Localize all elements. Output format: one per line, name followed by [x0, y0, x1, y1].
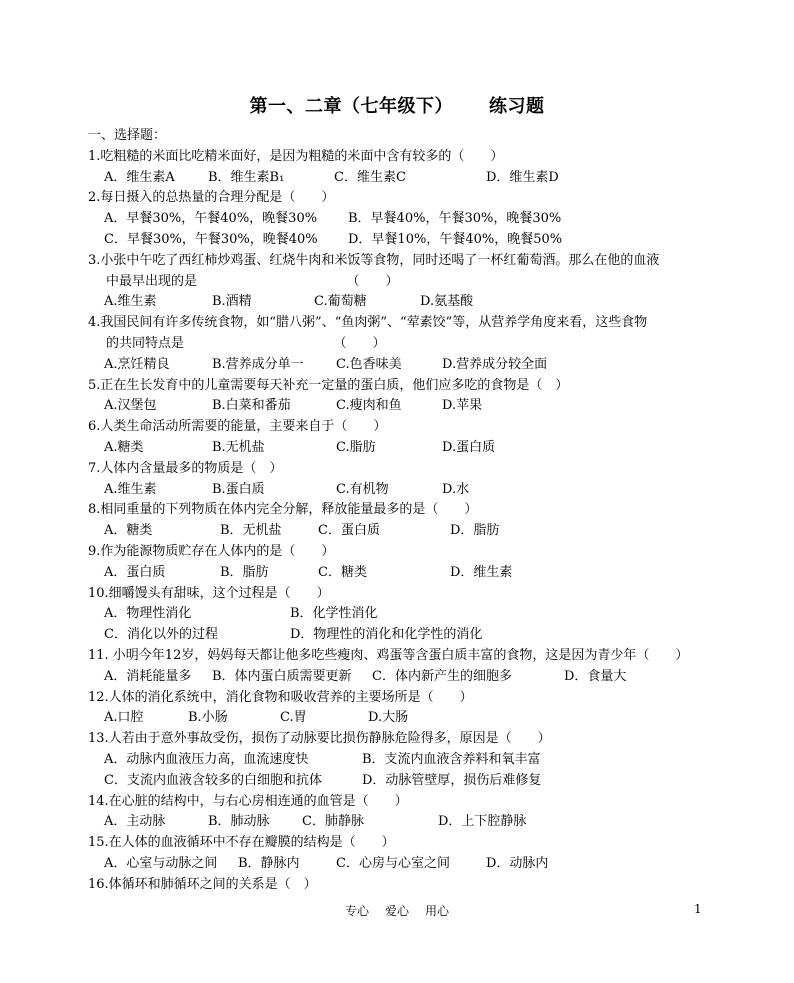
- answer-option[interactable]: C．体内新产生的细胞多: [372, 668, 512, 684]
- options-row: [88, 292, 728, 313]
- page-title: [0, 92, 794, 118]
- answer-option[interactable]: D.水: [442, 481, 470, 497]
- question-stem: 9.作为能源物质贮存在人体内的是（ ）: [88, 543, 335, 559]
- question-stem: 7.人体内含量最多的物质是（ ）: [88, 460, 283, 476]
- answer-option[interactable]: B.蛋白质: [212, 481, 265, 497]
- answer-option[interactable]: D．上下腔静脉: [438, 814, 527, 830]
- answer-option[interactable]: D.氨基酸: [420, 294, 474, 310]
- options-row: [88, 480, 728, 501]
- answer-option[interactable]: C.胃: [280, 710, 307, 726]
- question-list: [88, 126, 728, 895]
- options-row: [88, 708, 728, 729]
- answer-option[interactable]: A.口腔: [104, 710, 144, 726]
- options-row: [88, 355, 728, 376]
- options-row: [88, 521, 728, 542]
- options-row: [88, 625, 728, 646]
- answer-option[interactable]: A．主动脉: [104, 814, 166, 830]
- motto-word: 用心: [425, 904, 450, 918]
- question-stem: 14.在心脏的结构中，与右心房相连通的血管是（ ）: [88, 793, 408, 809]
- answer-option[interactable]: A．糖类: [104, 523, 153, 539]
- answer-option[interactable]: A．维生素A: [104, 169, 175, 185]
- answer-option[interactable]: B．静脉内: [238, 855, 300, 871]
- question-stem: 11. 小明今年12岁，妈妈每天都让他多吃些瘦肉、鸡蛋等含蛋白质丰富的食物，这是因为青少年（ ）: [88, 647, 689, 663]
- answer-option[interactable]: C.瘦肉和鱼: [336, 398, 402, 414]
- options-row: [88, 438, 728, 459]
- answer-option[interactable]: B．维生素B₁: [208, 169, 285, 185]
- options-row: [88, 563, 728, 584]
- answer-option[interactable]: B．支流内血液含养料和氧丰富: [362, 751, 541, 767]
- question-stem: 6.人类生命活动所需要的能量，主要来自于（ ）: [88, 419, 387, 435]
- options-row: [88, 771, 728, 792]
- answer-option[interactable]: D.营养成分较全面: [442, 356, 548, 372]
- answer-option[interactable]: C．蛋白质: [318, 523, 380, 539]
- answer-option[interactable]: B.白菜和番茄: [212, 398, 291, 414]
- answer-option[interactable]: C.色香味美: [336, 356, 402, 372]
- motto-word: 专心: [344, 904, 369, 918]
- section-heading: 一、选择题：: [88, 128, 167, 143]
- options-row: [88, 667, 728, 688]
- answer-option[interactable]: D．食量大: [564, 668, 627, 684]
- answer-option[interactable]: C.脂肪: [336, 439, 376, 455]
- question-stem: 13.人若由于意外事故受伤，损伤了动脉要比损伤静脉危险得多，原因是（ ）: [88, 731, 551, 747]
- answer-option[interactable]: A.烹饪精良: [104, 356, 170, 372]
- answer-option[interactable]: B．化学性消化: [290, 606, 378, 622]
- answer-option[interactable]: D．早餐10%，午餐40%，晚餐50%: [348, 231, 563, 247]
- question-stem: 10.细嚼馒头有甜味，这个过程是（ ）: [88, 585, 330, 601]
- answer-option[interactable]: A.维生素: [104, 481, 157, 497]
- answer-option[interactable]: A.维生素: [104, 294, 157, 310]
- answer-option[interactable]: A．心室与动脉之间: [104, 855, 218, 871]
- page-number: 1: [694, 902, 702, 916]
- options-row: [88, 168, 728, 189]
- answer-option[interactable]: A.汉堡包: [104, 398, 157, 414]
- question-stem: 2.每日摄入的总热量的合理分配是（ ）: [88, 190, 335, 206]
- answer-option[interactable]: B.无机盐: [212, 439, 265, 455]
- answer-option[interactable]: B.小肠: [188, 710, 228, 726]
- answer-option[interactable]: B.酒精: [212, 294, 252, 310]
- answer-option[interactable]: B．无机盐: [220, 523, 282, 539]
- answer-option[interactable]: B．早餐40%，午餐30%，晚餐30%: [348, 211, 562, 227]
- title-suffix: 练习题: [489, 96, 545, 117]
- answer-option[interactable]: B.营养成分单一: [212, 356, 304, 372]
- answer-option[interactable]: C．心房与心室之间: [336, 855, 450, 871]
- motto-word: 爱心: [384, 904, 409, 918]
- answer-option[interactable]: C.葡萄糖: [314, 294, 367, 310]
- question-stem: 1.吃粗糙的米面比吃精米面好，是因为粗糙的米面中含有较多的（ ）: [88, 148, 504, 164]
- answer-option[interactable]: A．物理性消化: [104, 606, 192, 622]
- question-stem-continued: 的共同特点是 （ ）: [106, 335, 386, 351]
- answer-option[interactable]: D．脂肪: [450, 523, 500, 539]
- answer-option[interactable]: D.蛋白质: [442, 439, 496, 455]
- options-row: [88, 812, 728, 833]
- answer-option[interactable]: A．早餐30%，午餐40%，晚餐30%: [104, 211, 318, 227]
- answer-option[interactable]: C．早餐30%，午餐30%，晚餐40%: [104, 231, 318, 247]
- question-stem: 4.我国民间有许多传统食物，如“腊八粥”、“鱼肉粥”、“荤素饺”等，从营养学角度来看，这些食物: [88, 315, 648, 331]
- answer-option[interactable]: A．蛋白质: [104, 564, 166, 580]
- options-row: [88, 854, 728, 875]
- answer-option[interactable]: C．糖类: [318, 564, 367, 580]
- question-stem: 8.相同重量的下列物质在体内完全分解，释放能量最多的是（ ）: [88, 502, 478, 518]
- title-main: 第一、二章（七年级下）: [249, 96, 453, 117]
- options-row: [88, 750, 728, 771]
- answer-option[interactable]: B．体内蛋白质需要更新: [212, 668, 352, 684]
- answer-option[interactable]: C．支流内血液含较多的白细胞和抗体: [104, 772, 322, 788]
- question-stem: 15.在人体的血液循环中不存在瓣膜的结构是（ ）: [88, 835, 395, 851]
- answer-option[interactable]: D．维生素: [450, 564, 513, 580]
- answer-option[interactable]: D．动脉内: [486, 855, 549, 871]
- page-footer: [0, 902, 794, 922]
- answer-option[interactable]: D．维生素D: [486, 169, 559, 185]
- answer-option[interactable]: C．消化以外的过程: [104, 627, 218, 643]
- question-stem: 12.人体的消化系统中，消化食物和吸收营养的主要场所是（ ）: [88, 689, 473, 705]
- options-row: [88, 396, 728, 417]
- answer-option[interactable]: B．肺动脉: [208, 814, 270, 830]
- answer-option[interactable]: A．消耗能量多: [104, 668, 192, 684]
- question-stem: 16.体循环和肺循环之间的关系是（ ）: [88, 876, 317, 892]
- options-row: [88, 209, 728, 230]
- options-row: [88, 604, 728, 625]
- answer-option[interactable]: C．肺静脉: [302, 814, 364, 830]
- answer-option[interactable]: C．维生素C: [334, 169, 406, 185]
- answer-option[interactable]: A.糖类: [104, 439, 144, 455]
- question-stem: 3.小张中午吃了西红柿炒鸡蛋、红烧牛肉和米饭等食物，同时还喝了一杯红葡萄酒。那么在他的血液: [88, 252, 660, 268]
- footer-motto: [0, 902, 794, 919]
- answer-option[interactable]: D.大肠: [368, 710, 409, 726]
- question-stem: 5.正在生长发育中的儿童需要每天补充一定量的蛋白质，他们应多吃的食物是（ ）: [88, 377, 569, 393]
- answer-option[interactable]: D．物理性的消化和化学性的消化: [290, 627, 483, 643]
- answer-option[interactable]: D.苹果: [442, 398, 483, 414]
- answer-option[interactable]: C.有机物: [336, 481, 389, 497]
- question-stem-continued: 中最早出现的是 （ ）: [106, 273, 399, 289]
- options-row: [88, 230, 728, 251]
- answer-option[interactable]: A．动脉内血液压力高，血流速度快: [104, 751, 309, 767]
- answer-option[interactable]: B．脂肪: [220, 564, 269, 580]
- answer-option[interactable]: D．动脉管壁厚，损伤后难修复: [362, 772, 542, 788]
